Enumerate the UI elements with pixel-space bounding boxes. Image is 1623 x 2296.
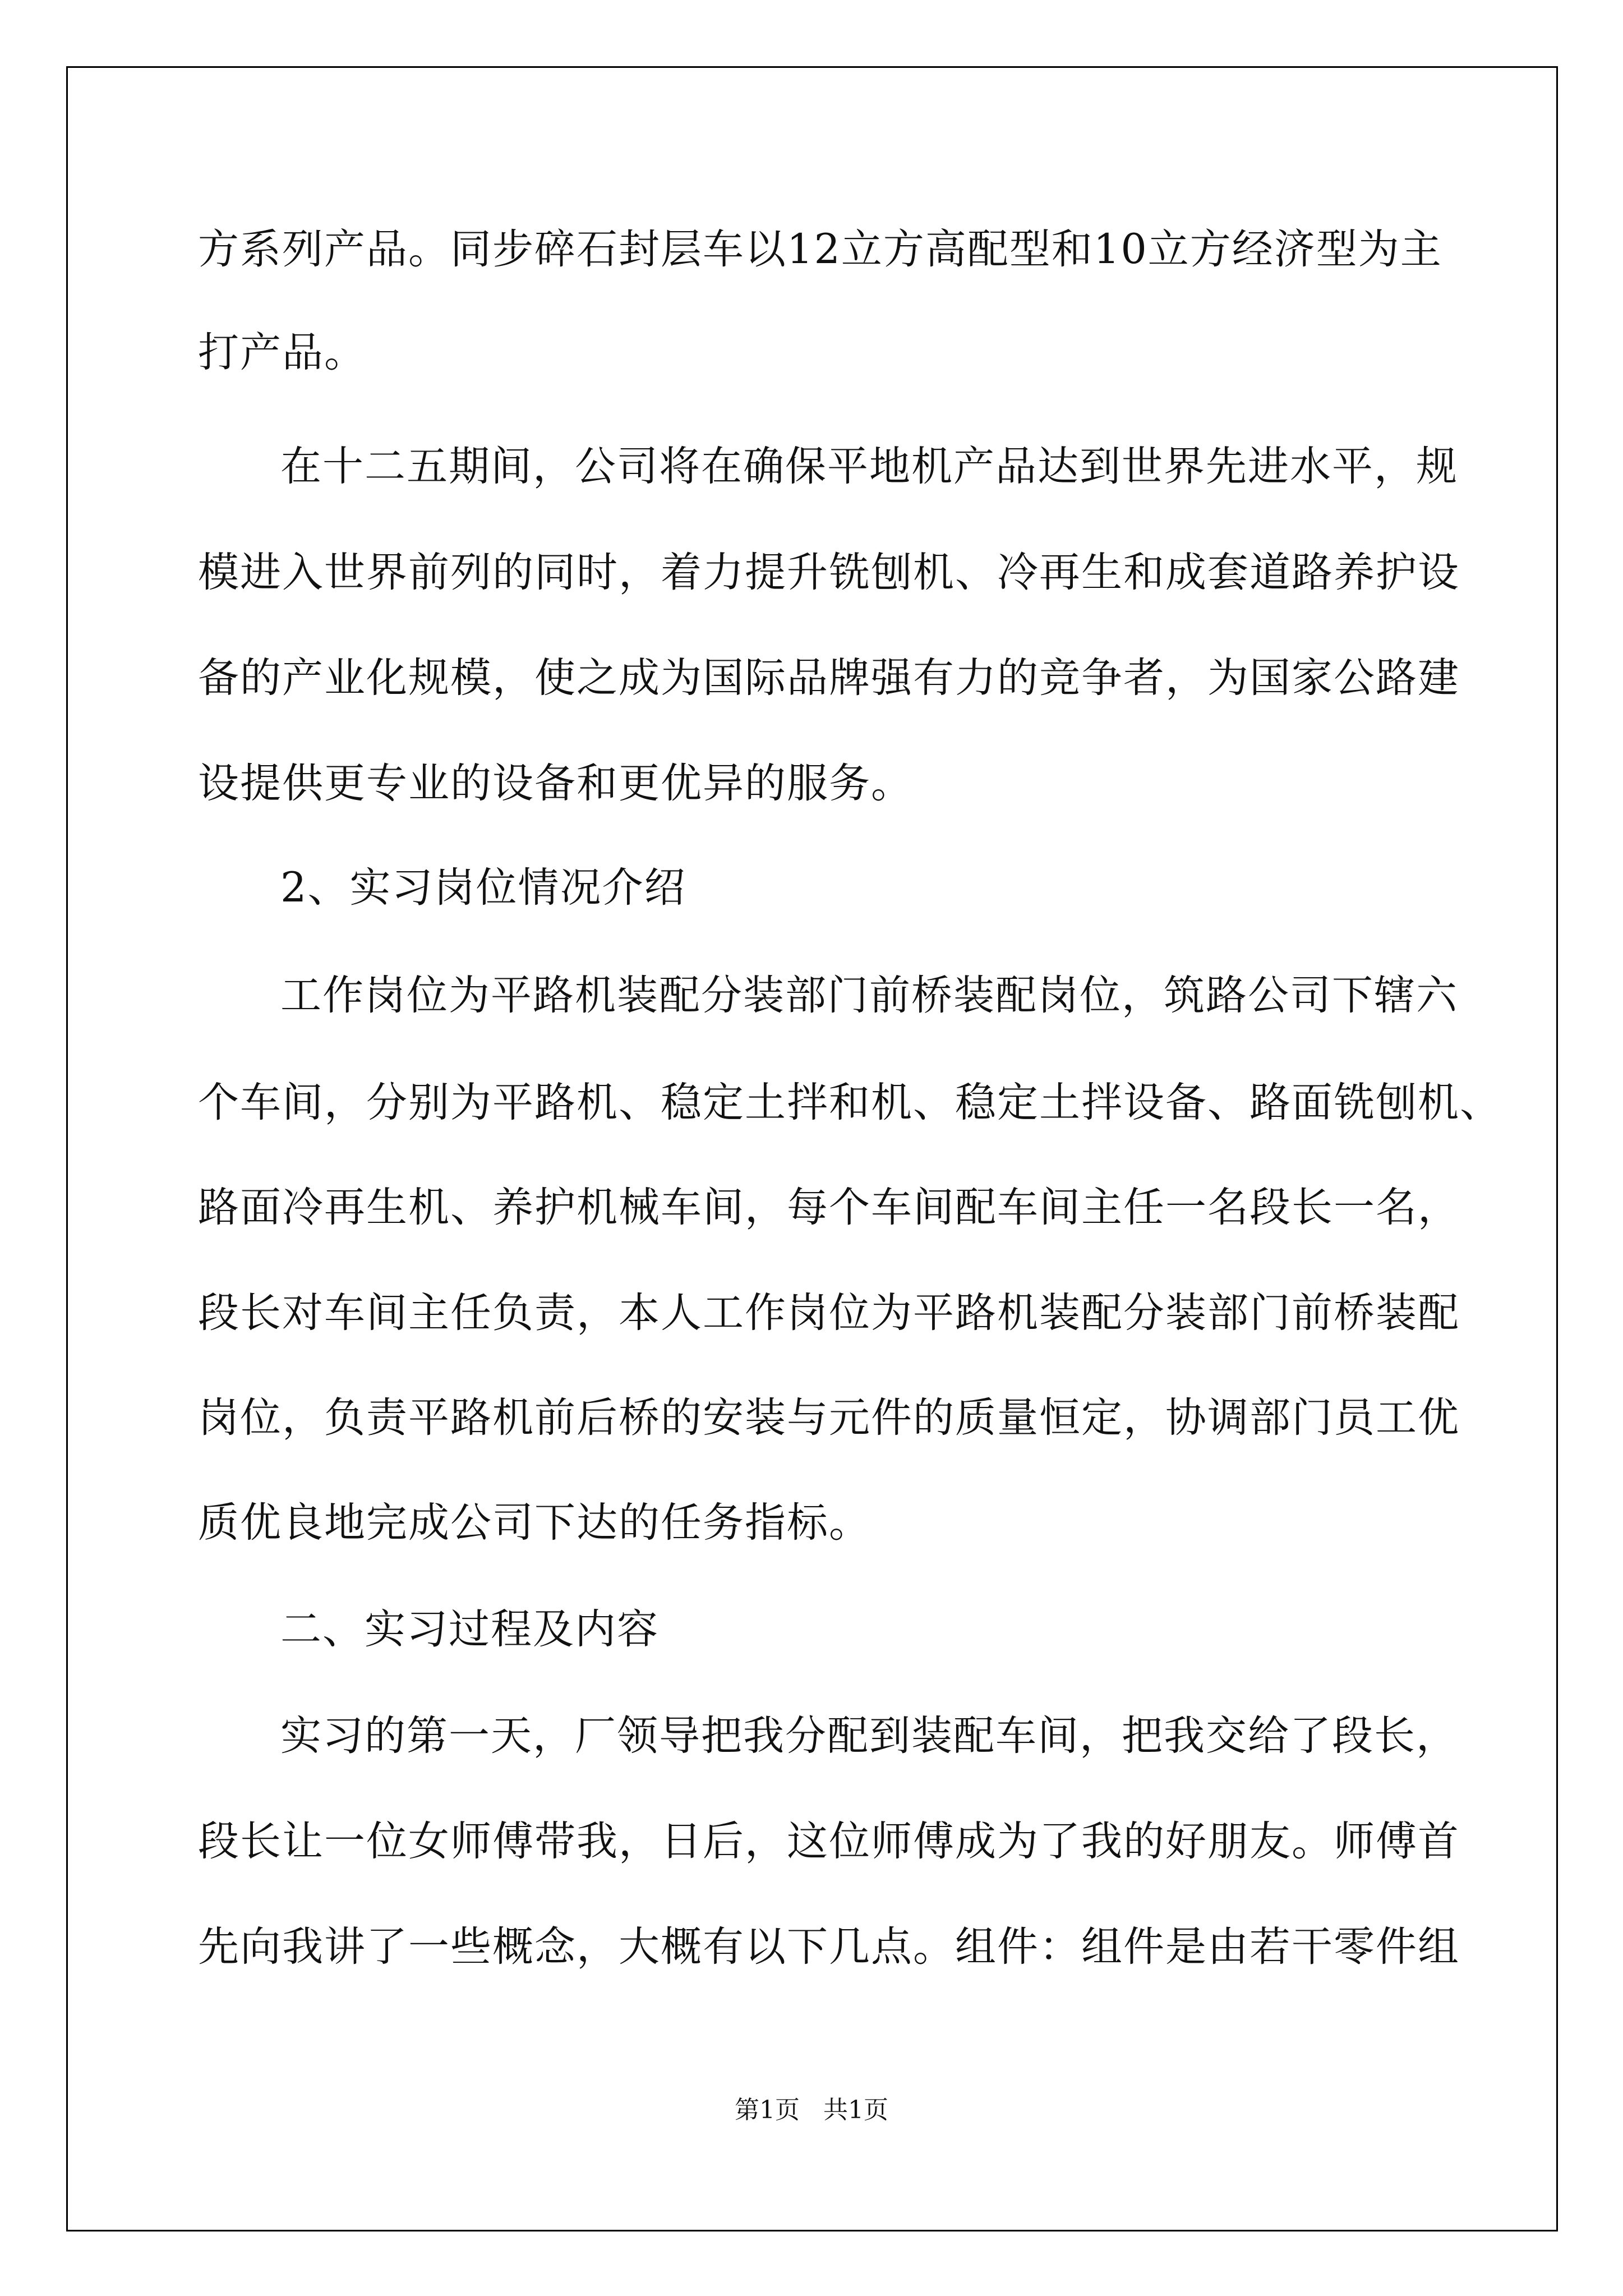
page-footer: 第1页 共1页: [735, 2096, 888, 2124]
paragraph-line: 质优良地完成公司下达的任务指标。: [198, 1499, 871, 1547]
paragraph-line: 在十二五期间，公司将在确保平地机产品达到世界先进水平，规: [280, 443, 1458, 490]
paragraph-line: 工作岗位为平路机装配分装部门前桥装配岗位，筑路公司下辖六: [280, 972, 1458, 1019]
paragraph-line: 路面冷再生机、养护机械车间，每个车间配车间主任一名段长一名，: [198, 1184, 1460, 1231]
section-heading: 2、实习岗位情况介绍: [280, 864, 686, 912]
paragraph-line: 设提供更专业的设备和更优异的服务。: [198, 760, 913, 807]
paragraph-line: 打产品。: [198, 329, 366, 376]
paragraph-line: 岗位，负责平路机前后桥的安装与元件的质量恒定，协调部门员工优: [198, 1394, 1460, 1442]
paragraph-line: 先向我讲了一些概念，大概有以下几点。组件：组件是由若干零件组: [198, 1923, 1460, 1971]
section-heading: 二、实习过程及内容: [280, 1605, 659, 1653]
paragraph-line: 备的产业化规模，使之成为国际品牌强有力的竞争者，为国家公路建: [198, 654, 1460, 702]
paragraph-line: 个车间，分别为平路机、稳定土拌和机、稳定土拌设备、路面铣刨机、: [198, 1079, 1502, 1126]
paragraph-line: 实习的第一天，厂领导把我分配到装配车间，把我交给了段长，: [280, 1712, 1458, 1760]
paragraph-line: 方系列产品。同步碎石封层车以12立方高配型和10立方经济型为主: [198, 226, 1442, 273]
paragraph-line: 模进入世界前列的同时，着力提升铣刨机、冷再生和成套道路养护设: [198, 549, 1460, 596]
paragraph-line: 段长对车间主任负责，本人工作岗位为平路机装配分装部门前桥装配: [198, 1289, 1460, 1337]
page-border: [66, 66, 1558, 2231]
paragraph-line: 段长让一位女师傅带我，日后，这位师傅成为了我的好朋友。师傅首: [198, 1818, 1460, 1865]
